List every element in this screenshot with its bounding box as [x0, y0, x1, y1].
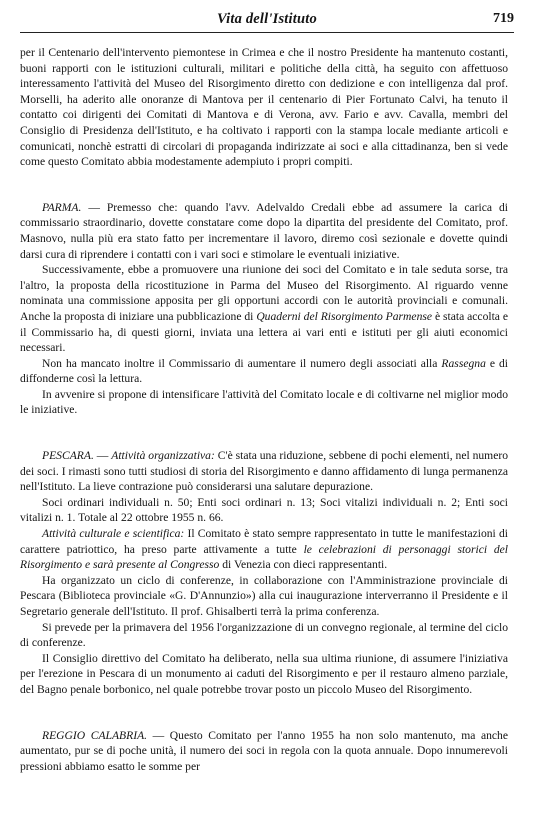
parma-text-1: Premesso che: quando l'avv. Adelvaldo Credali ebbe ad assumere la carica di commissario straordinario, dovette constatare come dopo la dipartita del presidente del Comitato, prof. Masnovo, nulla più era stato fatto per incrementare il lavoro, diremo così sezionale e dovette quindi darsi cura di riprendere i contatti con i vari soci e stimolare le eventuali iniziative. — [20, 200, 508, 261]
pescara-text-3a: Il Comitato è stato sempre rappresentato in tutte le manifestazioni di carattere patriottico, ha preso parte attivamente a tutte — [20, 527, 509, 556]
pescara-paragraph-5: Si prevede per la primavera del 1956 l'organizzazione di un convegno regionale, al termine del ciclo di conferenze. — [20, 620, 508, 650]
pescara-subheading-organizzativa: Attività organizzativa: — [111, 449, 215, 463]
reggio-paragraph-1: REGGIO CALABRIA. — Questo Comitato per l'anno 1955 ha non solo mantenuto, ma anche aumentato, pur se di poche unità, il numero dei soci in regola con la quota annuale. Dopo innumerevoli pressioni abbiamo esatto le somme per — [20, 728, 508, 773]
pescara-text-3-italic: le celebrazioni di personaggi storici del Risorgimento e sarà presente al Congresso — [20, 542, 509, 572]
parma-text-2a: Successivamente, ebbe a promuovere una riunione dei soci del Comitato e in tale seduta sorse, tra l'altro, la proposta della ricostituzione in Parma del Museo del Risorgimento. Al riguardo venne nominata una commissione apposita per gli opportuni accordi con le autorità provinciali e comunali. Anche la proposta di iniziare una pubblicazione di — [20, 263, 508, 323]
parma-text-3a: Non ha mancato inoltre il Commissario di aumentare il numero degli associati alla — [42, 356, 438, 370]
pescara-title: PESCARA. — [42, 449, 94, 463]
page-body — [20, 45, 508, 774]
parma-rassegna: Rassegna — [441, 356, 486, 370]
pescara-paragraph-2: Soci ordinari individuali n. 50; Enti soci ordinari n. 13; Soci vitalizi individuali n. 2; Enti soci vitalizi n. 1. Totale al 22 ottobre 1955 n. 66. — [20, 495, 508, 525]
section-parma — [20, 200, 508, 418]
section-pescara — [20, 448, 508, 698]
parma-paragraph-3 — [20, 356, 508, 387]
reggio-text-1: Questo Comitato per l'anno 1955 ha non solo mantenuto, ma anche aumentato, pur se di poche unità, il numero dei soci in regola con la quota annuale. Dopo innumerevoli pressioni abbiamo esatto le somme per — [20, 728, 508, 773]
pescara-paragraph-3 — [20, 526, 508, 573]
pescara-paragraph-4: Ha organizzato un ciclo di conferenze, in collaborazione con l'Amministrazione provinciale di Pescara (Biblioteca provinciale «G. D'Annunzio») alla cui inaugurazione interverranno il Presidente e il Segretario generale dell'Istituto. Il prof. Ghisalberti terrà la prima conferenza. — [20, 573, 508, 618]
parma-text-2b: è stata accolta e il Commissario ha, di questi giorni, inviata una lettera ai vari enti e istituti per gli aiuti economici necessari. — [20, 309, 508, 355]
pescara-subheading-culturale: Attività culturale e scientifica: — [42, 527, 185, 541]
parma-text-3b: e di diffonderne così la lettura. — [20, 356, 508, 386]
pescara-paragraph-6: Il Consiglio direttivo del Comitato ha deliberato, nella sua ultima riunione, di assumere l'iniziativa per l'erezione in Pescara di un monumento ai caduti del Risorgimento e per il restauro almeno parziale, del Bagno penale borbonico, nel quale potrebbe trovar posto un piccolo Museo del Risorgimento. — [20, 651, 508, 696]
parma-paragraph-2 — [20, 262, 508, 356]
parma-paragraph-1: PARMA. — Premesso che: quando l'avv. Adelvaldo Credali ebbe ad assumere la carica di commissario straordinario, dovette constatare come dopo la dipartita del presidente del Comitato, prof. Masnovo, nulla più era stato fatto per incrementare il lavoro, diremo così sezionale e dovette quindi darsi cura di riprendere i contatti con i vari soci e stimolare le eventuali iniziative. — [20, 200, 508, 261]
page-number: 719 — [493, 11, 514, 26]
section-reggio-calabria — [20, 728, 508, 775]
intro-paragraph: per il Centenario dell'intervento piemontese in Crimea e che il nostro Presidente ha mantenuto costanti, buoni rapporti con le istituzioni culturali, militari e politiche della città, ha seguito con affettuoso interessamento l'attività del Museo del Risorgimento diretto con dedizione e con intelligenza dal prof. Morselli, ha aderito alle onoranze di Mantova per il centenario di Pier Fortunato Calvi, ha tenuto il contatto coi dirigenti dei Comitati di Mantova e di Verona, avv. Fario e avv. Cavalla, membri del Consiglio di Presidenza dell'Istituto, e ha coltivato i rapporti con la stampa locale mediante articoli e comunicati, nonchè estratti di circolari di propaganda indirizzate ai soci e alla cittadinanza, ben si vede come questo Comitato abbia modestamente adempiuto i propri compiti. — [20, 46, 508, 169]
reggio-title: REGGIO CALABRIA. — [42, 728, 148, 742]
pescara-text-1: C'è stata una riduzione, sebbene di pochi elementi, nel numero dei soci. I rimasti sono tutti studiosi di storia del Risorgimento e danno affidamento di lunga permanenza nell'Istituto. La lieve contrazione può considerarsi una salutare depurazione. — [20, 449, 509, 494]
section-intro — [20, 45, 508, 170]
parma-title: PARMA. — [42, 200, 82, 214]
pescara-text-3b: di Venezia con dieci rappresentanti. — [222, 558, 388, 572]
running-title: Vita dell'Istituto — [217, 11, 317, 27]
page-header — [20, 6, 514, 33]
parma-publication-title: Quaderni del Risorgimento Parmense — [256, 309, 433, 323]
pescara-paragraph-1: PESCARA. — Attività organizzativa: C'è stata una riduzione, sebbene di pochi elementi, nel numero dei soci. I rimasti sono tutti studiosi di storia del Risorgimento e danno affidamento di lunga permanenza nell'Istituto. La lieve contrazione può considerarsi una salutare depurazione. — [20, 449, 509, 494]
parma-paragraph-4: In avvenire si propone di intensificare l'attività del Comitato locale e di coltivarne nel miglior modo le iniziative. — [20, 387, 508, 417]
